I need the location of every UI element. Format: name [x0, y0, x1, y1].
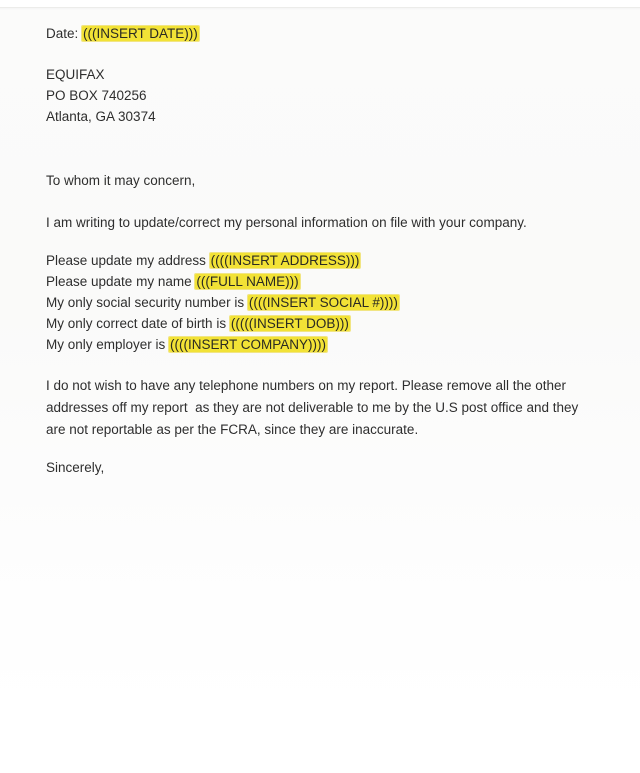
request-line-address	[46, 250, 596, 271]
insert-address-highlight: ((((INSERT ADDRESS)))	[210, 253, 360, 268]
full-name-highlight: (((FULL NAME)))	[196, 274, 299, 289]
request-text: My only correct date of birth is	[46, 316, 230, 331]
body-line: are not reportable as per the FCRA, since they are inaccurate.	[46, 422, 419, 437]
date-label: Date:	[46, 26, 83, 41]
body-line: I do not wish to have any telephone numbers on my report. Please remove all the other	[46, 378, 567, 393]
request-text: Please update my name	[46, 274, 196, 289]
insert-dob-highlight: (((((INSERT DOB)))	[230, 316, 349, 331]
salutation: To whom it may concern,	[46, 173, 196, 188]
insert-social-highlight: ((((INSERT SOCIAL #))))	[248, 295, 398, 310]
request-line-employer	[46, 334, 596, 355]
request-text: My only social security number is	[46, 295, 248, 310]
body-paragraph	[46, 375, 596, 441]
request-line-social	[46, 292, 596, 313]
body-line: addresses off my report as they are not deliverable to me by the U.S post office and they	[46, 400, 579, 415]
intro-paragraph: I am writing to update/correct my personal information on file with your company.	[46, 215, 527, 230]
request-text: Please update my address	[46, 253, 210, 268]
request-line-name	[46, 271, 596, 292]
closing: Sincerely,	[46, 460, 105, 475]
request-text: My only employer is	[46, 337, 170, 352]
request-line-dob	[46, 313, 596, 334]
recipient-address-block	[46, 64, 596, 127]
recipient-city-state-zip: Atlanta, GA 30374	[46, 109, 156, 124]
insert-company-highlight: ((((INSERT COMPANY))))	[170, 337, 327, 352]
request-lines	[46, 250, 596, 355]
recipient-po-box: PO BOX 740256	[46, 88, 147, 103]
insert-date-highlight: (((INSERT DATE)))	[83, 26, 198, 41]
recipient-name: EQUIFAX	[46, 67, 105, 82]
date-line	[46, 23, 596, 44]
